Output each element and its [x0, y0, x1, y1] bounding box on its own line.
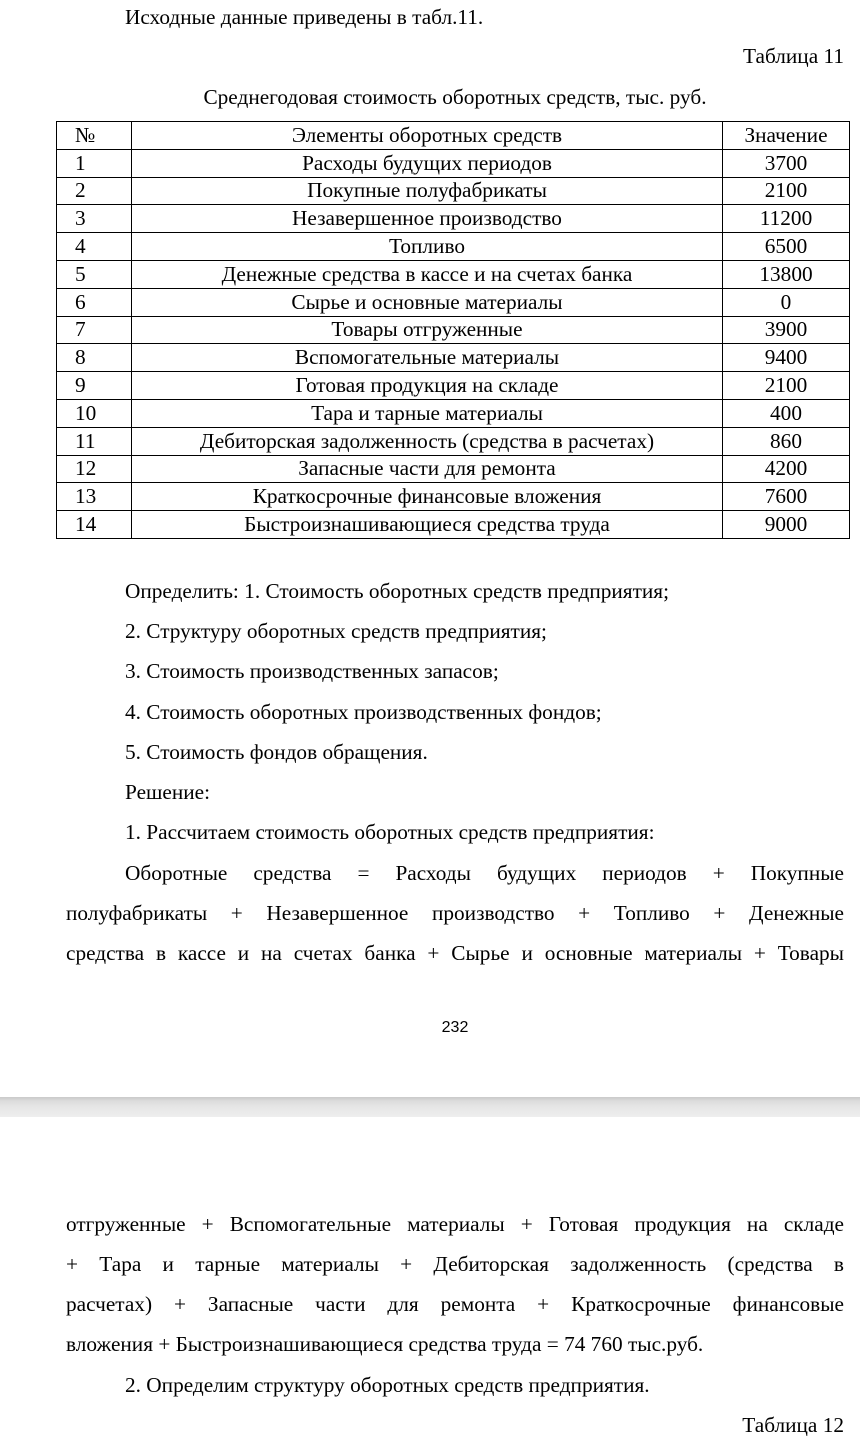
- row-element-cell: Дебиторская задолженность (средства в расчетах): [132, 427, 723, 455]
- row-number-cell: 10: [57, 399, 132, 427]
- row-element-cell: Товары отгруженные: [132, 316, 723, 344]
- formula-line-2: полуфабрикаты + Незавершенное производство + Топливо + Денежные: [66, 901, 844, 925]
- row-number-cell: 13: [57, 483, 132, 511]
- table-row: [57, 511, 850, 539]
- row-number-cell: 2: [57, 177, 132, 205]
- row-element-cell: Расходы будущих периодов: [132, 149, 723, 177]
- row-value-cell: 860: [723, 427, 850, 455]
- row-value-cell: 2100: [723, 372, 850, 400]
- row-value-cell: 6500: [723, 233, 850, 261]
- formula-cont-line-1: отгруженные + Вспомогательные материалы + Готовая продукция на складе: [66, 1212, 844, 1236]
- col-header-value: Значение: [723, 122, 850, 150]
- table-row: [57, 316, 850, 344]
- row-number-cell: 8: [57, 344, 132, 372]
- row-element-cell: Денежные средства в кассе и на счетах банка: [132, 260, 723, 288]
- col-header-number: №: [57, 122, 132, 150]
- intro-text: Исходные данные приведены в табл.11.: [125, 5, 484, 29]
- table-row: [57, 233, 850, 261]
- row-element-cell: Топливо: [132, 233, 723, 261]
- row-number-cell: 9: [57, 372, 132, 400]
- row-number-cell: 3: [57, 205, 132, 233]
- col-header-element: Элементы оборотных средств: [132, 122, 723, 150]
- table-row: [57, 399, 850, 427]
- task-2: 2. Структуру оборотных средств предприятия;: [125, 619, 547, 643]
- row-number-cell: 14: [57, 511, 132, 539]
- table-row: [57, 288, 850, 316]
- formula-cont-line-4: вложения + Быстроизнашивающиеся средства труда = 74 760 тыс.руб.: [66, 1332, 704, 1356]
- row-number-cell: 11: [57, 427, 132, 455]
- row-number-cell: 4: [57, 233, 132, 261]
- table-row: [57, 205, 850, 233]
- table-row: [57, 177, 850, 205]
- row-number-cell: 7: [57, 316, 132, 344]
- table-row: [57, 260, 850, 288]
- row-value-cell: 3700: [723, 149, 850, 177]
- row-element-cell: Готовая продукция на складе: [132, 372, 723, 400]
- row-value-cell: 0: [723, 288, 850, 316]
- row-element-cell: Запасные части для ремонта: [132, 455, 723, 483]
- row-value-cell: 2100: [723, 177, 850, 205]
- formula-line-1: Оборотные средства = Расходы будущих периодов + Покупные: [125, 861, 844, 885]
- table-title: Среднегодовая стоимость оборотных средств, тыс. руб.: [203, 85, 707, 109]
- page-number: 232: [441, 1019, 469, 1036]
- table-header-row: [57, 122, 850, 150]
- formula-cont-line-3: расчетах) + Запасные части для ремонта + Краткосрочные финансовые: [66, 1292, 844, 1316]
- row-number-cell: 5: [57, 260, 132, 288]
- row-number-cell: 12: [57, 455, 132, 483]
- task-5: 5. Стоимость фондов обращения.: [125, 740, 428, 764]
- task-3: 3. Стоимость производственных запасов;: [125, 659, 499, 683]
- step-1-text: 1. Рассчитаем стоимость оборотных средств предприятия:: [125, 820, 655, 844]
- row-element-cell: Вспомогательные материалы: [132, 344, 723, 372]
- table-row: [57, 455, 850, 483]
- row-value-cell: 11200: [723, 205, 850, 233]
- task-1: Определить: 1. Стоимость оборотных средств предприятия;: [125, 579, 670, 603]
- table-12-label: Таблица 12: [742, 1413, 844, 1437]
- table-row: [57, 372, 850, 400]
- row-element-cell: Быстроизнашивающиеся средства труда: [132, 511, 723, 539]
- current-assets-table: [56, 121, 850, 539]
- row-value-cell: 13800: [723, 260, 850, 288]
- row-value-cell: 4200: [723, 455, 850, 483]
- formula-cont-line-2: + Тара и тарные материалы + Дебиторская задолженность (средства в: [66, 1252, 844, 1276]
- step-2-text: 2. Определим структуру оборотных средств предприятия.: [125, 1373, 650, 1397]
- document-page-233: [0, 1117, 860, 1437]
- table-label: Таблица 11: [743, 44, 844, 68]
- row-element-cell: Тара и тарные материалы: [132, 399, 723, 427]
- formula-line-3: средства в кассе и на счетах банка + Сырье и основные материалы + Товары: [66, 941, 844, 965]
- row-number-cell: 1: [57, 149, 132, 177]
- task-4: 4. Стоимость оборотных производственных фондов;: [125, 700, 602, 724]
- row-value-cell: 400: [723, 399, 850, 427]
- row-element-cell: Краткосрочные финансовые вложения: [132, 483, 723, 511]
- page-separator: [0, 1097, 860, 1117]
- row-value-cell: 9000: [723, 511, 850, 539]
- table-body: [57, 149, 850, 538]
- row-element-cell: Незавершенное производство: [132, 205, 723, 233]
- table-row: [57, 483, 850, 511]
- row-number-cell: 6: [57, 288, 132, 316]
- table-row: [57, 344, 850, 372]
- row-element-cell: Сырье и основные материалы: [132, 288, 723, 316]
- table-11: [56, 121, 850, 539]
- solution-heading: Решение:: [125, 780, 211, 804]
- table-row: [57, 149, 850, 177]
- row-value-cell: 9400: [723, 344, 850, 372]
- row-value-cell: 3900: [723, 316, 850, 344]
- row-value-cell: 7600: [723, 483, 850, 511]
- table-row: [57, 427, 850, 455]
- row-element-cell: Покупные полуфабрикаты: [132, 177, 723, 205]
